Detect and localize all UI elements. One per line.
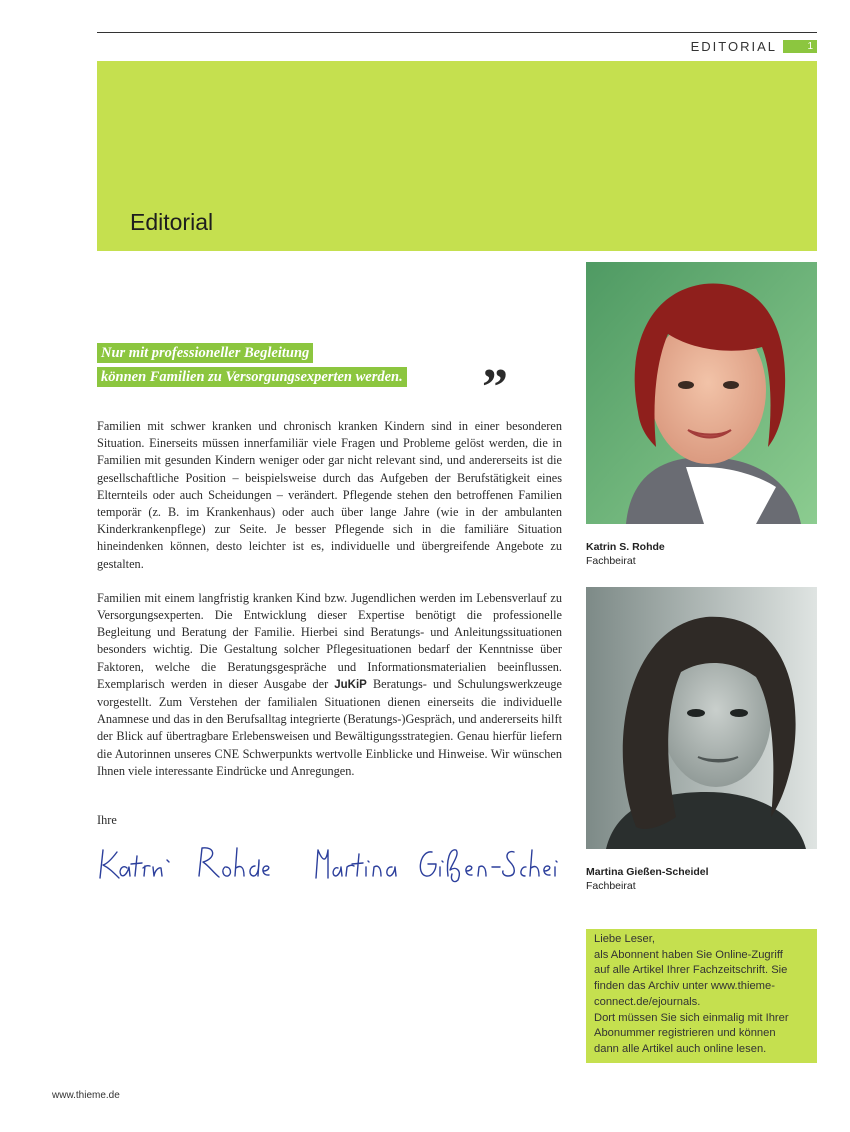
signature-martina-giessen-scheidel xyxy=(312,840,562,885)
notice-line: auf alle Artikel Ihrer Fachzeitschrift. Sie xyxy=(594,964,788,977)
section-label: EDITORIAL xyxy=(690,39,777,54)
editorial-body xyxy=(97,418,562,797)
signature-katrin-rohde xyxy=(97,840,282,885)
paragraph-text: Familien mit einem langfristig kranken Kind bzw. Jugendlichen werden im Lebensverlauf zu Versorgungsexperten. Die Entwicklung dieser Expertise benötigt die professionelle Begleitung und Beratung der Familie. Hierbei sind Beratungs- und Anleitungssituationen besonders wichtig. Die Gestaltung solcher Pflegesituationen bedarf der Kenntnisse über Faktoren, welche die Beratungsgespräche und Informationsmaterialien beeinflussen. Exemplarisch werden in dieser Ausgabe der xyxy=(97,590,562,691)
notice-line: Liebe Leser, xyxy=(594,933,655,945)
notice-line: Abonummer registrieren und können xyxy=(594,1027,776,1040)
author-role: Fachbeirat xyxy=(586,880,636,892)
author-photo-martina-giessen-scheidel xyxy=(586,587,817,849)
subscriber-notice xyxy=(586,929,817,1063)
pullquote-line-1: Nur mit professioneller Begleitung xyxy=(97,343,313,363)
page-number: 1 xyxy=(783,40,817,53)
page-title: Editorial xyxy=(130,209,214,235)
paragraph-text: Beratungs- und Schulungswerkzeuge vorgestellt. Zum Verstehen der familialen Situationen dienen einerseits die individuelle Anamnese und das in den Berufsalltag integrierte (Beratungs-)Gespräch, und andererseits hilft der Blick auf übertragbare Erlebensweisen und Bewältigungsstrategien. Genau hierfür liefern die Autorinnen unseres CNE Schwerpunkts wertvolle Einblicke und Hinweise. Wir wünschen Ihnen viele interessante Eindrücke und Anregungen. xyxy=(97,676,562,778)
signoff: Ihre xyxy=(97,813,117,827)
paragraph: Familien mit schwer kranken und chronisch kranken Kindern sind in einer besonderen Situation. Einerseits müssen innerfamiliär viele Fragen und Probleme gelöst werden, die in Familien mit gesunden Kindern weniger oder gar nicht relevant sind, und andererseits ist die gesellschaftliche Position – beispielsweise durch das Aufgeben der Berufstätigkeit eines Elternteils oder auch Scheidungen – verändert. Pflegende stehen den betroffenen Familien temporär (z. B. im Krankenhaus) oder auch über lange Jahre (wie in der ambulanten Kinderkrankenpflege) zur Seite. Je besser Pflegende sich in die familiäre Situation hineindenken können, desto leichter ist es, individuelle und übergreifende Angebote zu gestalten. xyxy=(97,419,562,571)
author-photo-katrin-rohde xyxy=(586,262,817,524)
notice-line: connect.de/ejournals. xyxy=(594,995,701,1008)
author-caption xyxy=(586,540,665,568)
footer-url: www.thieme.de xyxy=(52,1090,120,1101)
top-rule xyxy=(97,32,817,33)
author-role: Fachbeirat xyxy=(586,555,636,567)
author-caption xyxy=(586,865,709,893)
quote-mark-icon: ” xyxy=(482,359,508,416)
title-banner xyxy=(97,61,817,251)
notice-line: finden das Archiv unter www.thieme- xyxy=(594,980,775,993)
journal-name: JuKiP xyxy=(334,678,367,691)
pullquote-line-2: können Familien zu Versorgungsexperten werden. xyxy=(97,367,407,387)
pullquote xyxy=(97,343,407,391)
author-name: Katrin S. Rohde xyxy=(586,541,665,553)
author-name: Martina Gießen-Scheidel xyxy=(586,866,709,878)
notice-line: Dort müssen Sie sich einmalig mit Ihrer xyxy=(594,1011,789,1024)
paragraph xyxy=(97,590,562,780)
notice-line: dann alle Artikel auch online lesen. xyxy=(594,1042,767,1055)
notice-line: als Abonnent haben Sie Online-Zugriff xyxy=(594,948,783,961)
